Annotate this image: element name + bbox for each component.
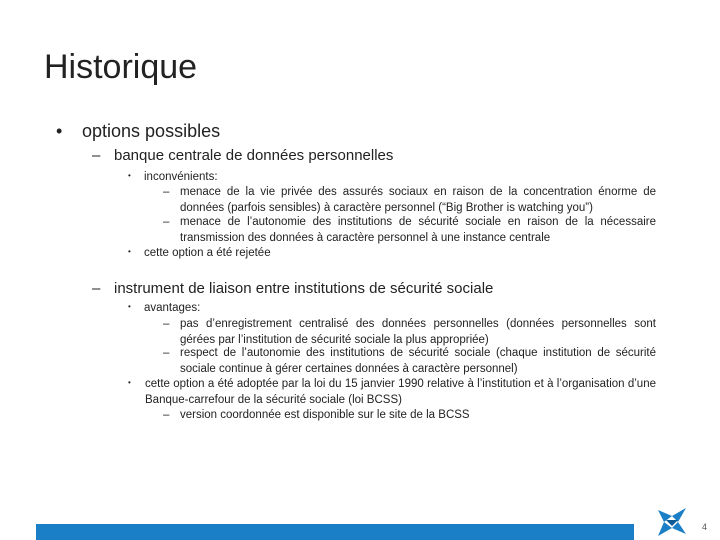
bullet-options-possibles (56, 119, 220, 143)
dash-marker: – (163, 216, 170, 228)
bullet-marker: • (128, 302, 131, 311)
sub-item-vie-privee (163, 184, 656, 216)
bullet-text: cette option a été rejetée (144, 247, 271, 259)
section-banque-centrale (92, 146, 393, 166)
page-number: 4 (702, 522, 708, 532)
dash-marker: – (92, 147, 101, 164)
bullet-option-rejetee (128, 244, 271, 261)
dash-marker: – (92, 280, 101, 297)
bullet-text: cette option a été adoptée par la loi du 15 janvier 1990 relative à l’institution et à l’organisation d’une Banque-carrefour de la sécurité sociale (loi BCSS) (145, 378, 656, 406)
sub-item-text: menace de l’autonomie des institutions de sécurité sociale en raison de la nécessaire transmission des données à caractère personnel à une instance centrale (180, 216, 656, 244)
dash-marker: – (163, 186, 170, 198)
sub-item-version-coordonnee (163, 407, 656, 423)
bullet-inconvenients (128, 168, 218, 185)
sub-item-respect-autonomie (163, 345, 656, 377)
section-heading: banque centrale de données personnelles (114, 147, 394, 164)
page-title: Historique (44, 48, 198, 86)
sub-item-text: menace de la vie privée des assurés sociaux en raison de la concentration énorme de données (parfois sensibles) à caractère personnel (“Big Brother is watching you”) (180, 186, 656, 214)
bullet-text: inconvénients: (144, 171, 218, 183)
sub-item-enregistrement (163, 316, 656, 348)
section-instrument-liaison (92, 279, 493, 299)
bullet-marker: • (56, 121, 63, 141)
bullet-text: options possibles (82, 121, 221, 141)
sub-item-text: pas d’enregistrement centralisé des données personnelles (données personnelles sont gérées par l’institution de sécurité sociale la plus appropriée) (180, 318, 656, 346)
bullet-marker: • (128, 378, 131, 387)
bullet-marker: • (128, 171, 131, 180)
dash-marker: – (163, 318, 170, 330)
sub-item-autonomie (163, 214, 656, 246)
bcss-logo-icon (654, 504, 690, 540)
bullet-text: avantages: (144, 302, 201, 314)
dash-marker: – (163, 409, 170, 421)
section-heading: instrument de liaison entre institutions de sécurité sociale (114, 280, 494, 297)
sub-item-text: version coordonnée est disponible sur le site de la BCSS (180, 409, 470, 421)
dash-marker: – (163, 347, 170, 359)
bullet-avantages (128, 299, 200, 316)
bullet-marker: • (128, 247, 131, 256)
footer-bar (36, 524, 634, 540)
bullet-option-adoptee (128, 376, 656, 408)
sub-item-text: respect de l’autonomie des institutions de sécurité sociale (chaque institution de sécurité sociale continue à gérer certaines données à caractère personnel) (180, 347, 656, 375)
